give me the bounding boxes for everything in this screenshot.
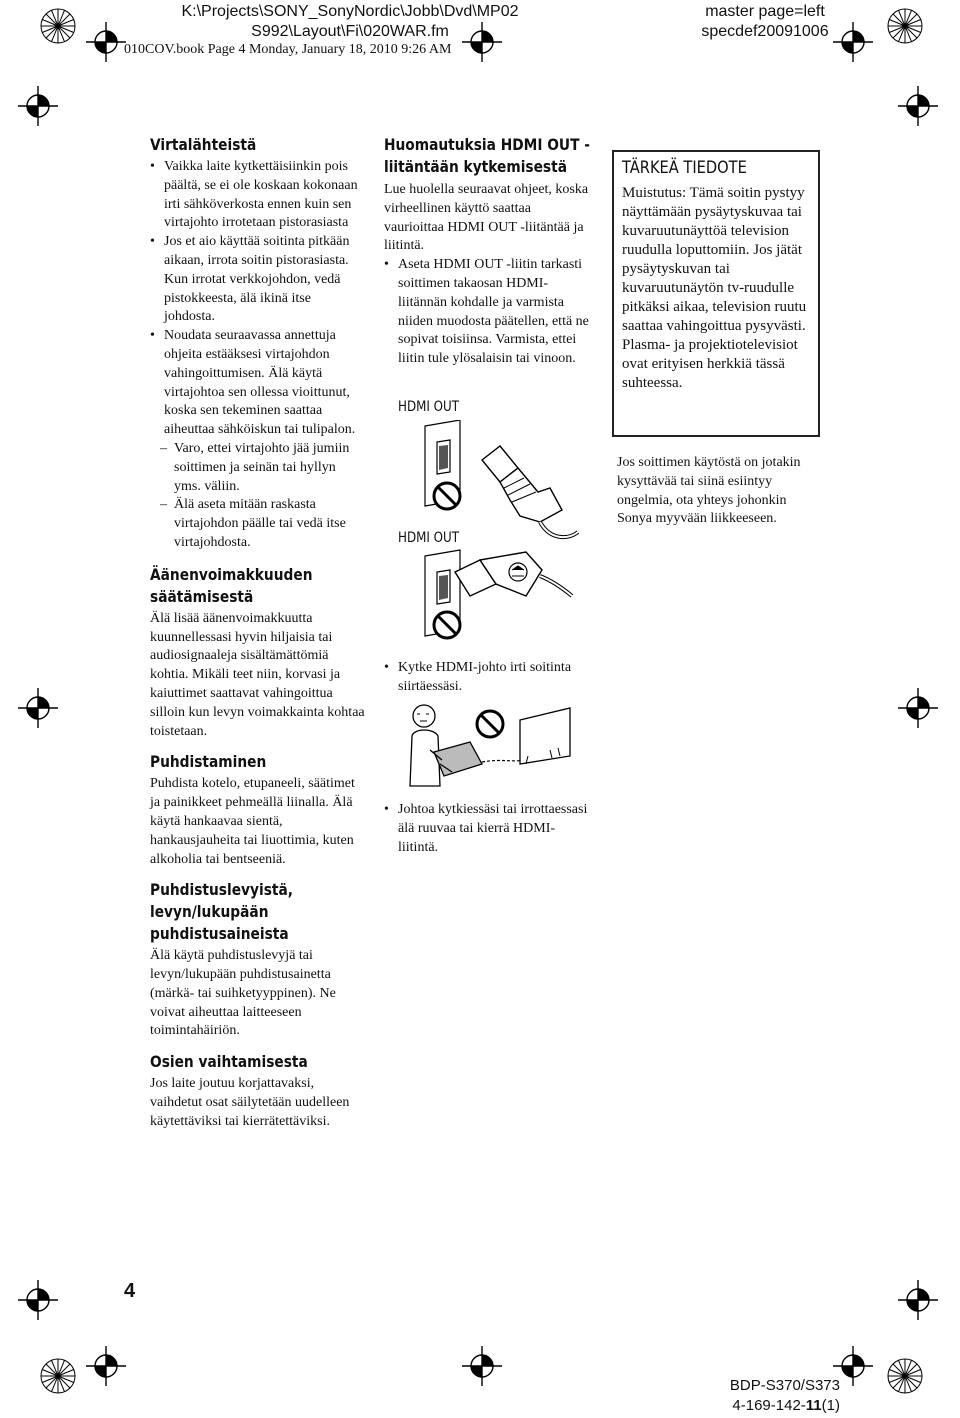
column-right-text: Jos soittimen käytöstä on jotakin kysyttävää tai siinä esiintyy ongelmia, ota yhteys johonkin Sonya myyvään liikkeeseen. — [617, 455, 801, 527]
section-text: Älä lisää äänenvoimakkuutta kuunnellessasi hyvin hiljaisia tai audiosignaaleja sisältämättömiä kohtia. Mikäli teet niin, korvasi ja kaiuttimet saattavat vahingoittua silloin kun levyn voimakkainta kohtaa toistetaan. — [150, 610, 365, 739]
star-mark-icon — [888, 9, 922, 43]
column-middle-bottom — [384, 801, 594, 857]
important-notice-box — [612, 150, 820, 437]
crosshair-icon — [898, 688, 938, 728]
master-page-label: master page=left — [705, 3, 825, 20]
spec-label: specdef20091006 — [701, 23, 829, 40]
prohibited-icon — [434, 483, 460, 509]
list-item-text: Noudata seuraavassa annettuja ohjeita estääksesi virtajohdon vahingoittumisen. Älä käytä virtajohtoa sen ollessa vioittunut, koska sen tekeminen saattaa aiheuttaa sähköiskun tai tulipalon. — [164, 328, 356, 438]
power-notes-list — [150, 158, 365, 553]
section-title: Virtalähteistä — [150, 135, 257, 154]
hdmi-plug-icon — [455, 552, 572, 596]
hdmi-notes-list — [384, 659, 594, 697]
crosshair-icon — [833, 22, 873, 62]
column-left — [150, 134, 365, 1132]
list-item: • Kytke HDMI-johto irti soitinta siirtäessäsi. — [384, 659, 594, 697]
crosshair-icon — [462, 1346, 502, 1386]
section-title: liitäntään kytkemisestä — [384, 157, 567, 176]
section-title: Äänenvoimakkuuden — [150, 564, 313, 584]
model-info — [690, 1376, 840, 1416]
tv-icon — [520, 708, 570, 764]
section-text: Lue huolella seuraavat ohjeet, koska virheellinen käyttö saattaa vaurioittaa HDMI OUT -liitäntää ja liitintä. — [384, 182, 589, 254]
notice-title: TÄRKEÄ TIEDOTE — [622, 158, 747, 178]
crosshair-icon — [86, 22, 126, 62]
file-path-line1: K:\Projects\SONY_SonyNordic\Jobb\Dvd\MP02 — [181, 3, 519, 20]
star-mark-icon — [41, 1359, 75, 1393]
crosshair-icon — [898, 1280, 938, 1320]
crosshair-icon — [18, 688, 58, 728]
section-title: Puhdistuslevyistä, — [150, 880, 293, 900]
prohibited-icon — [434, 612, 460, 638]
crosshair-icon — [18, 86, 58, 126]
person-icon — [410, 705, 440, 786]
crosshair-icon — [898, 86, 938, 126]
crosshair-icon — [86, 1346, 126, 1386]
list-item: • Jos et aio käyttää soitinta pitkään aikaan, irrota soitin pistorasiasta. Kun irrotat verkkojohdon, vedä pistokkeesta, älä ikinä itse johdosta. — [150, 233, 365, 327]
section-title: puhdistusaineista — [150, 924, 289, 944]
section-title: säätämisestä — [150, 586, 254, 606]
figure-label: HDMI OUT — [398, 399, 460, 415]
column-middle-lower — [384, 659, 594, 697]
crosshair-icon — [18, 1280, 58, 1320]
section-title: Huomautuksia HDMI OUT - — [384, 135, 590, 154]
hdmi-connection-figure — [400, 420, 580, 650]
column-middle — [384, 134, 594, 369]
star-mark-icon — [888, 1359, 922, 1393]
prohibited-icon — [477, 711, 503, 737]
section-text: Jos laite joutuu korjattavaksi, vaihdetut osat säilytetään uudelleen käytettäviksi tai kierrätettäviksi. — [150, 1076, 350, 1129]
star-mark-icon — [41, 9, 75, 43]
list-item: • Johtoa kytkiessäsi tai irrottaessasi älä ruuvaa tai kierrä HDMI-liitintä. — [384, 801, 594, 857]
list-item — [150, 327, 365, 553]
sub-list — [150, 440, 365, 553]
sub-list-item: – Älä aseta mitään raskasta virtajohdon päälle tai vedä itse virtajohdosta. — [150, 496, 365, 552]
hdmi-notes-list — [384, 801, 594, 857]
list-item: • Aseta HDMI OUT -liitin tarkasti soittimen takaosan HDMI-liitännän kohdalle ja varmista niiden muodosta päätellen, että ne sopivat toisiinsa. Varmista, ettei liitin tule ylösalaisin tai vinoon. — [384, 256, 594, 369]
document-code: 4-169-142-11(1) — [732, 1397, 840, 1414]
section-title: Puhdistaminen — [150, 752, 267, 772]
page-number: 4 — [124, 1280, 136, 1302]
unplug-figure — [400, 700, 580, 790]
book-info: 010COV.book Page 4 Monday, January 18, 2010 9:26 AM — [124, 42, 452, 57]
list-item: • Vaikka laite kytkettäisiinkin pois päältä, se ei ole koskaan kokonaan irti sähköverkosta ennen kuin sen virtajohto irrotetaan pistorasiasta — [150, 158, 365, 233]
model-number: BDP-S370/S373 — [729, 1377, 840, 1394]
section-title: Osien vaihtamisesta — [150, 1052, 308, 1072]
section-title: levyn/lukupään — [150, 902, 269, 922]
figure-label: HDMI OUT — [398, 530, 460, 546]
hdmi-notes-list — [384, 256, 594, 369]
section-text: Älä käytä puhdistuslevyjä tai levyn/lukupään puhdistusainetta (märkä- tai suihketyyppinen). Ne voivat aiheuttaa laitteeseen toimintahäiriön. — [150, 948, 336, 1039]
sub-list-item: – Varo, ettei virtajohto jää jumiin soittimen ja seinän tai hyllyn yms. väliin. — [150, 440, 365, 496]
notice-text: Muistutus: Tämä soitin pystyy näyttämään pysäytyskuvaa tai kuvaruutunäyttöä television ruudulla loputtomiin. Jos jätät pysäytyskuvan tai kuvaruutunäytön tv-ruudulle pitkäksi aikaa, television ruutu saattaa vahingoittua pysyvästi. Plasma- ja projektiotelevisiot ovat erityisen herkkiä tässä suhteessa. — [622, 185, 807, 391]
hdmi-plug-icon — [482, 446, 578, 537]
crosshair-icon — [462, 22, 502, 62]
section-text: Puhdista kotelo, etupaneeli, säätimet ja painikkeet pehmeällä liinalla. Älä käytä hankaavaa sientä, hankausjauheita tai liuottimia, kuten alkoholia tai bentseeniä. — [150, 776, 355, 867]
file-path-line2: S992\Layout\Fi\020WAR.fm — [251, 23, 449, 40]
